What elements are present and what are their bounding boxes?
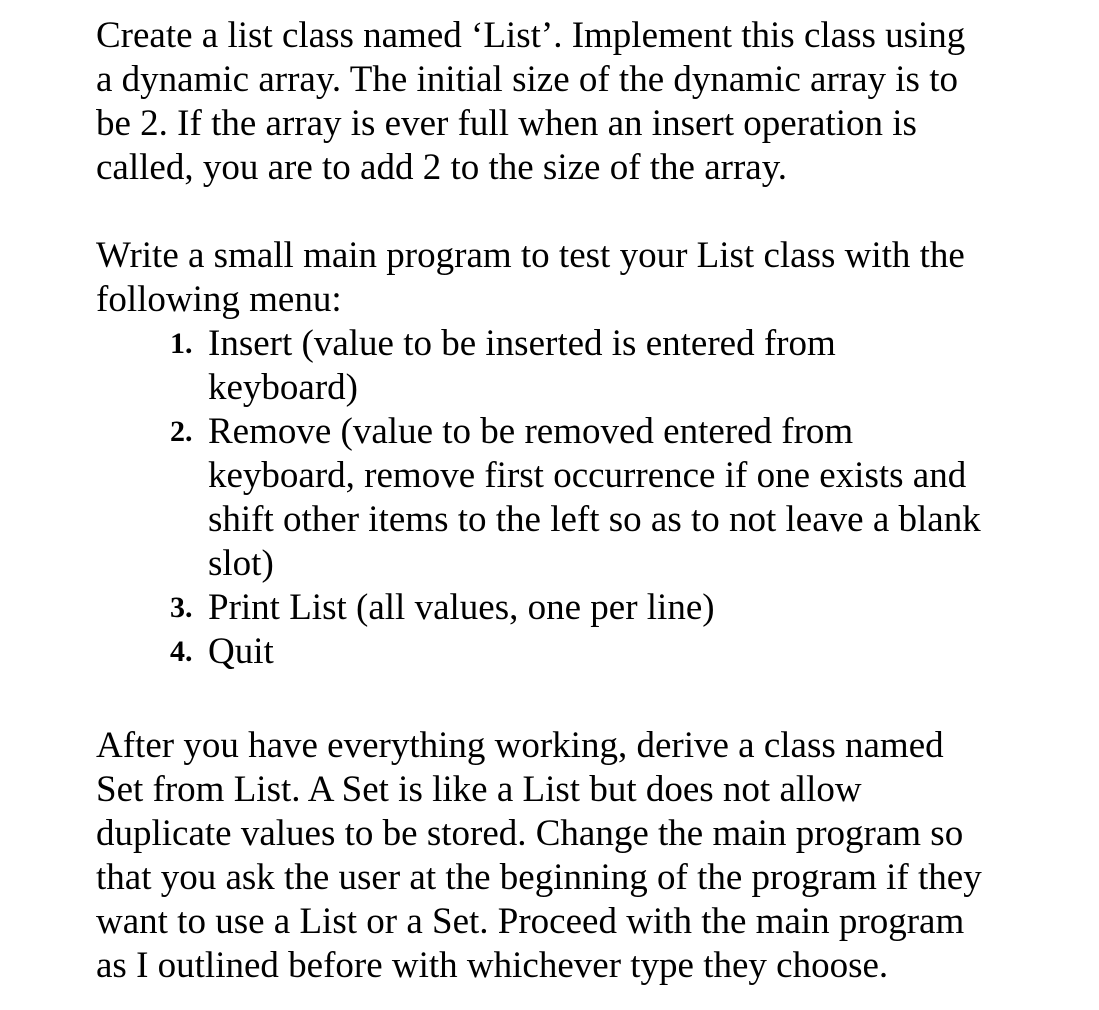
text-line: After you have everything working, derive a class named — [96, 725, 944, 766]
text-line: be 2. If the array is ever full when an insert operation is — [96, 103, 917, 144]
menu-item-text: Print List (all values, one per line) — [208, 587, 715, 628]
paragraph-set-class — [96, 724, 1056, 988]
text-line: Set from List. A Set is like a List but does not allow — [96, 769, 862, 810]
text-line: called, you are to add 2 to the size of the array. — [96, 147, 788, 188]
menu-item-text: keyboard) — [208, 367, 358, 408]
text-line: a dynamic array. The initial size of the dynamic array is to — [96, 59, 958, 100]
menu-item-number: 2. — [170, 415, 193, 448]
paragraph-spacer — [96, 190, 1056, 234]
assignment-document — [96, 14, 1056, 988]
text-line: Create a list class named ‘List’. Implement this class using — [96, 15, 966, 56]
menu-item-number: 4. — [170, 635, 193, 668]
menu-item-text: keyboard, remove first occurrence if one exists and — [208, 455, 967, 496]
text-line: want to use a List or a Set. Proceed with the main program — [96, 901, 965, 942]
menu-item-text: shift other items to the left so as to not leave a blank — [208, 499, 981, 540]
menu-item-number: 1. — [170, 327, 193, 360]
paragraph-spacer — [96, 674, 1056, 724]
menu-item-text: slot) — [208, 543, 274, 584]
paragraph-list-class — [96, 14, 1056, 190]
menu-item-quit — [170, 630, 1056, 674]
menu-item-insert — [170, 322, 1056, 410]
menu-item-text: Insert (value to be inserted is entered from — [208, 323, 836, 364]
menu-item-print-list — [170, 586, 1056, 630]
text-line: that you ask the user at the beginning of the program if they — [96, 857, 982, 898]
text-line: Write a small main program to test your List class with the — [96, 235, 965, 276]
paragraph-main-program — [96, 234, 1056, 322]
menu-item-number: 3. — [170, 591, 193, 624]
text-line: duplicate values to be stored. Change the main program so — [96, 813, 964, 854]
text-line: following menu: — [96, 279, 342, 320]
menu-list — [96, 322, 1056, 674]
text-line: as I outlined before with whichever type they choose. — [96, 945, 889, 986]
menu-item-text: Remove (value to be removed entered from — [208, 411, 854, 452]
menu-item-remove — [170, 410, 1056, 586]
menu-item-text: Quit — [208, 631, 274, 672]
